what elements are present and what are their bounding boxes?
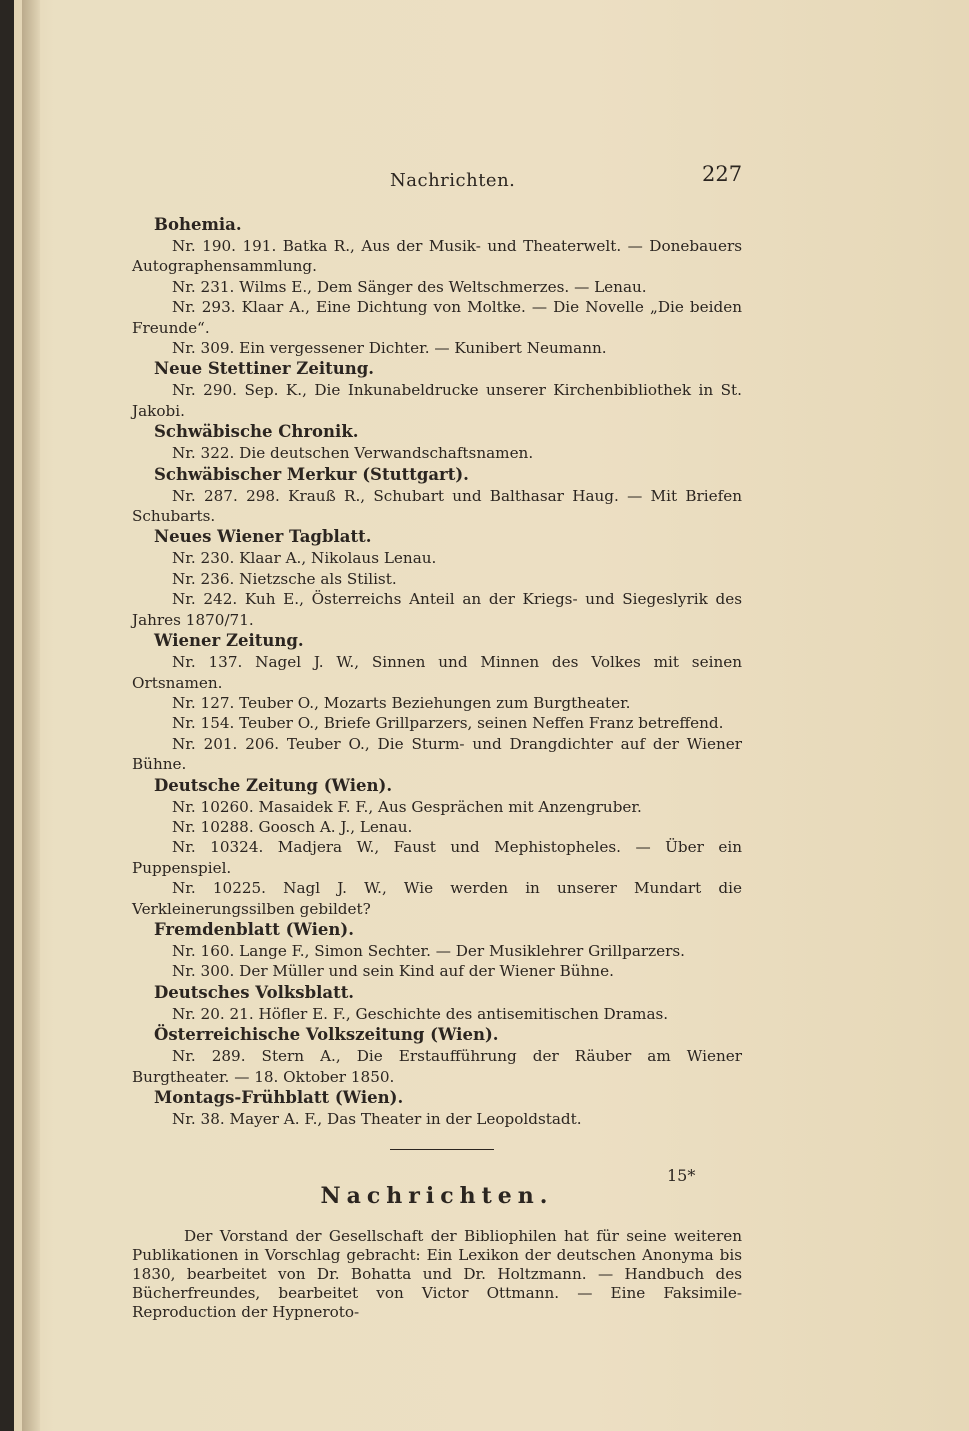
article-line: Nr. 38. Mayer A. F., Das Theater in der Leopoldstadt. <box>172 1110 582 1128</box>
source-entry <box>132 1024 742 1087</box>
source-title: Neue Stettiner Zeitung. <box>154 359 375 379</box>
article-line: Nr. 137. Nagel J. W., Sinnen und Minnen des Volkes mit seinen Ortsnamen. <box>132 653 742 692</box>
article-line: Nr. 287. 298. Krauß R., Schubart und Balthasar Haug. — Mit Briefen Schubarts. <box>132 486 742 526</box>
source-entry <box>132 1087 742 1129</box>
article-line: Nr. 10260. Masaidek F. F., Aus Gesprächen mit Anzengruber. <box>172 797 642 816</box>
source-title: Wiener Zeitung. <box>154 631 304 651</box>
source-title: Schwäbischer Merkur (Stuttgart). <box>154 464 469 484</box>
news-heading: Nachrichten. <box>320 1183 554 1210</box>
source-title: Bohemia. <box>154 215 242 234</box>
article-line: Nr. 10324. Madjera W., Faust und Mephistopheles. — Über ein Puppenspiel. <box>132 838 742 877</box>
source-title: Schwäbische Chronik. <box>154 422 359 442</box>
source-entry <box>132 464 742 527</box>
source-title: Neues Wiener Tagblatt. <box>154 527 372 547</box>
bibliography-list <box>132 214 742 1322</box>
article-line: Nr. 293. Klaar A., Eine Dichtung von Moltke. — Die Novelle „Die beiden Freunde“. <box>132 298 742 337</box>
article-line: Nr. 127. Teuber O., Mozarts Beziehungen zum Burgtheater. <box>172 693 631 712</box>
article-line: Nr. 309. Ein vergessener Dichter. — Kunibert Neumann. <box>172 339 607 358</box>
source-title: Deutsches Volksblatt. <box>154 982 355 1002</box>
source-entry <box>132 982 742 1024</box>
article-line: Nr. 10225. Nagl J. W., Wie werden in unserer Mundart die Verkleinerungssilben gebildet? <box>132 879 742 918</box>
source-title: Montags-Frühblatt (Wien). <box>154 1088 404 1107</box>
source-entry <box>132 526 742 630</box>
article-line: Nr. 154. Teuber O., Briefe Grillparzers, seinen Neffen Franz betreffend. <box>172 714 724 733</box>
article-line: Nr. 10288. Goosch A. J., Lenau. <box>172 817 413 836</box>
source-entry <box>132 214 742 358</box>
article-line: Nr. 160. Lange F., Simon Sechter. — Der Musiklehrer Grillparzers. <box>172 941 686 960</box>
article-line: Nr. 201. 206. Teuber O., Die Sturm- und Drangdichter auf der Wiener Bühne. <box>132 734 742 774</box>
source-entry <box>132 630 742 774</box>
article-line: Nr. 231. Wilms E., Dem Sänger des Weltschmerzes. — Lenau. <box>172 277 647 296</box>
article-line: Nr. 230. Klaar A., Nikolaus Lenau. <box>172 549 437 568</box>
source-entry <box>132 358 742 421</box>
article-line: Nr. 300. Der Müller und sein Kind auf der Wiener Bühne. <box>172 962 614 981</box>
section-divider <box>390 1149 494 1150</box>
source-title: Österreichische Volkszeitung (Wien). <box>154 1025 499 1045</box>
source-entry <box>132 421 742 463</box>
article-line: Nr. 236. Nietzsche als Stilist. <box>172 569 397 588</box>
article-line: Nr. 290. Sep. K., Die Inkunabeldrucke unserer Kirchenbibliothek in St. Jakobi. <box>132 381 742 420</box>
article-line: Nr. 190. 191. Batka R., Aus der Musik- und Theaterwelt. — Donebauers Autographensammlung. <box>132 237 742 276</box>
source-entry <box>132 919 742 982</box>
page-fold-shadow <box>22 0 40 1431</box>
source-entry <box>132 775 742 919</box>
running-header: Nachrichten. <box>390 170 516 191</box>
article-line: Nr. 242. Kuh E., Österreichs Anteil an der Kriegs- und Siegeslyrik des Jahres 1870/71. <box>132 590 742 629</box>
news-paragraph: Der Vorstand der Gesellschaft der Bibliophilen hat für seine weiteren Publikationen in Vorschlag gebracht: Ein Lexikon der deutschen Anonyma bis 1830, bearbeitet von Dr. Bohatta und Dr. Holtzmann. — Handbuch des Bücherfreundes, bearbeitet von Victor Ottmann. — Eine Faksimile-Reproduction der Hypneroto- <box>132 1226 742 1321</box>
page-number: 227 <box>702 162 743 186</box>
source-title: Fremdenblatt (Wien). <box>154 919 354 939</box>
article-line: Nr. 20. 21. Höfler E. F., Geschichte des antisemitischen Dramas. <box>172 1004 669 1023</box>
article-line: Nr. 322. Die deutschen Verwandschaftsnamen. <box>172 444 534 463</box>
article-line: Nr. 289. Stern A., Die Erstaufführung der Räuber am Wiener Burgtheater. — 18. Oktober 1850. <box>132 1047 742 1086</box>
source-title: Deutsche Zeitung (Wien). <box>154 775 393 795</box>
signature-mark: 15* <box>667 1166 696 1185</box>
